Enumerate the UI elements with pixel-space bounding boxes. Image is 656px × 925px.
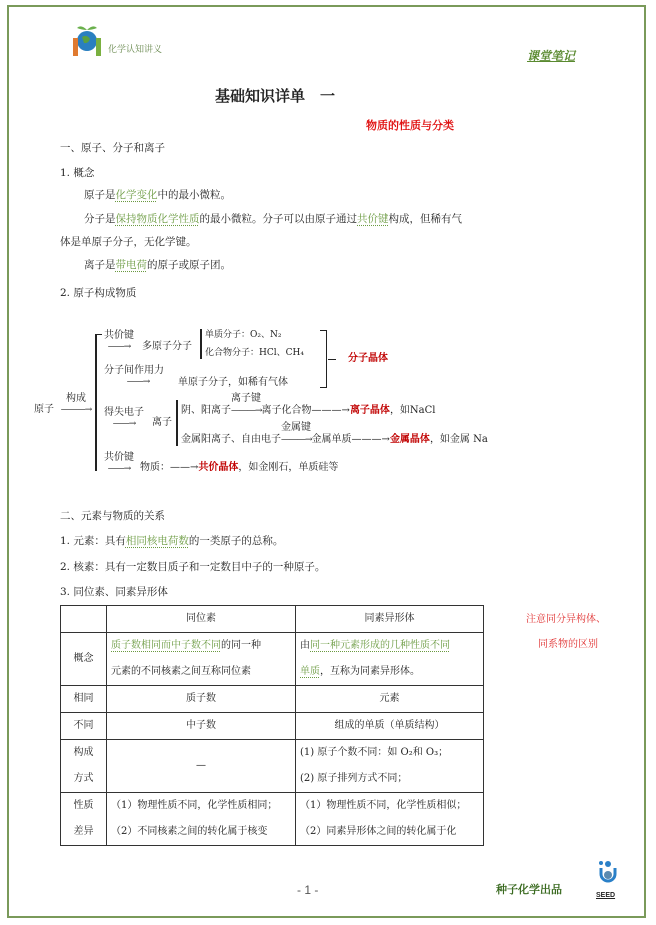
right-bracket	[320, 330, 327, 388]
compound-molecule: 化合物分子：HCl、CH₄	[205, 348, 304, 358]
side-note-2: 同系物的区别	[538, 639, 598, 650]
notes-label: 课堂笔记	[527, 49, 576, 63]
header-allotrope: 同素异形体	[296, 606, 484, 633]
row-label: 概念	[61, 633, 107, 686]
table-row	[61, 793, 484, 846]
cell: 质子数	[107, 686, 296, 713]
molecular-crystal: 分子晶体	[348, 353, 388, 364]
cell: 中子数	[107, 713, 296, 740]
paragraph-ion: 离子是带电荷的原子或原子团。	[84, 259, 231, 271]
seed-logo-text: SEED	[596, 892, 616, 899]
paragraph-atom: 原子是化学变化中的最小微粒。	[84, 189, 231, 201]
paragraph-molecule: 分子是保持物质化学性质的最小微粒。分子可以由原子通过共价键构成，但稀有气	[84, 213, 462, 225]
cell: —	[107, 740, 296, 793]
cell: 由同一种元素形成的几种性质不同 单质，互称为同素异形体。	[296, 633, 484, 686]
ionic-row: 阴、阳离子 离子键 ———→离子化合物———→离子晶体，如NaCl	[181, 393, 436, 416]
ionic-bond-arrow: 离子键 ———→	[231, 393, 262, 416]
monatomic-molecule: 单原子分子，如稀有气体	[178, 377, 288, 388]
table-row	[61, 713, 484, 740]
logo-text: 化学认知讲义	[108, 45, 163, 55]
comparison-table	[60, 605, 484, 846]
subtitle: 物质的性质与分类	[366, 119, 454, 132]
polyatomic-molecule: 多原子分子	[142, 341, 192, 352]
section-heading-2: 二、元素与物质的关系	[60, 510, 165, 522]
footer-brand: 种子化学出品	[496, 883, 562, 896]
page-title: 基础知识详单 一	[215, 87, 336, 105]
page-number: - 1 -	[297, 883, 319, 897]
big-brace	[95, 334, 102, 471]
diagram-compose-arrow: 构成 ———→	[60, 393, 92, 415]
paragraph-molecule-cont: 体是单原子分子，无化学键。	[60, 236, 197, 248]
metallic-row: 金属阳离子、自由电子 金属键 ———→金属单质———→金属晶体，如金属 Na	[181, 422, 488, 445]
sub-heading-structure: 2. 原子构成物质	[60, 287, 137, 299]
gain-lose-electron-arrow: 得失电子 ——→	[104, 407, 144, 429]
intermolecular-arrow: 分子间作用力 ——→	[104, 365, 164, 387]
cell: (1) 原子个数不同：如 O₂和 O₃； (2) 原子排列方式不同；	[296, 740, 484, 793]
row-label: 构成 方式	[61, 740, 107, 793]
isotope-heading: 3. 同位素、同素异形体	[60, 586, 168, 598]
bracket-tick	[328, 359, 336, 360]
row-label: 相同	[61, 686, 107, 713]
element-definition: 1. 元素：具有相同核电荷数的一类原子的总称。	[60, 535, 284, 547]
covalent-arrow: 共价键 ——→	[104, 330, 134, 352]
sub-heading-concept: 1. 概念	[60, 167, 95, 179]
seed-logo-icon	[592, 860, 624, 894]
header-isotope: 同位素	[107, 606, 296, 633]
cell: （1）物理性质不同，化学性质相似； （2）同素异形体之间的转化属于化	[296, 793, 484, 846]
covalent-crystal-row: 物质：——→共价晶体，如金刚石，单质硅等	[140, 462, 339, 473]
diagram-atom: 原子	[34, 404, 54, 415]
covalent-arrow-2: 共价键 ——→	[104, 452, 134, 474]
cell: 组成的单质（单质结构）	[296, 713, 484, 740]
nuclide-definition: 2. 核素：具有一定数目质子和一定数目中子的一种原子。	[60, 561, 326, 573]
side-note-1: 注意同分异构体、	[526, 614, 606, 625]
cell: （1）物理性质不同，化学性质相同； （2）不同核素之间的转化属于核变	[107, 793, 296, 846]
table-row	[61, 740, 484, 793]
row-label: 不同	[61, 713, 107, 740]
logo-icon	[70, 22, 104, 62]
metallic-bond-arrow: 金属键 ———→	[281, 422, 312, 445]
diagram-ion: 离子	[152, 417, 172, 428]
table-header-row	[61, 606, 484, 633]
table-row	[61, 686, 484, 713]
row-label: 性质 差异	[61, 793, 107, 846]
section-heading-1: 一、原子、分子和离子	[60, 142, 165, 154]
cell: 质子数相同而中子数不同的同一种 元素的不同核素之间互称同位素	[107, 633, 296, 686]
cell: 元素	[296, 686, 484, 713]
table-row	[61, 633, 484, 686]
elemental-molecule: 单质分子：O₂、N₂	[205, 330, 282, 340]
